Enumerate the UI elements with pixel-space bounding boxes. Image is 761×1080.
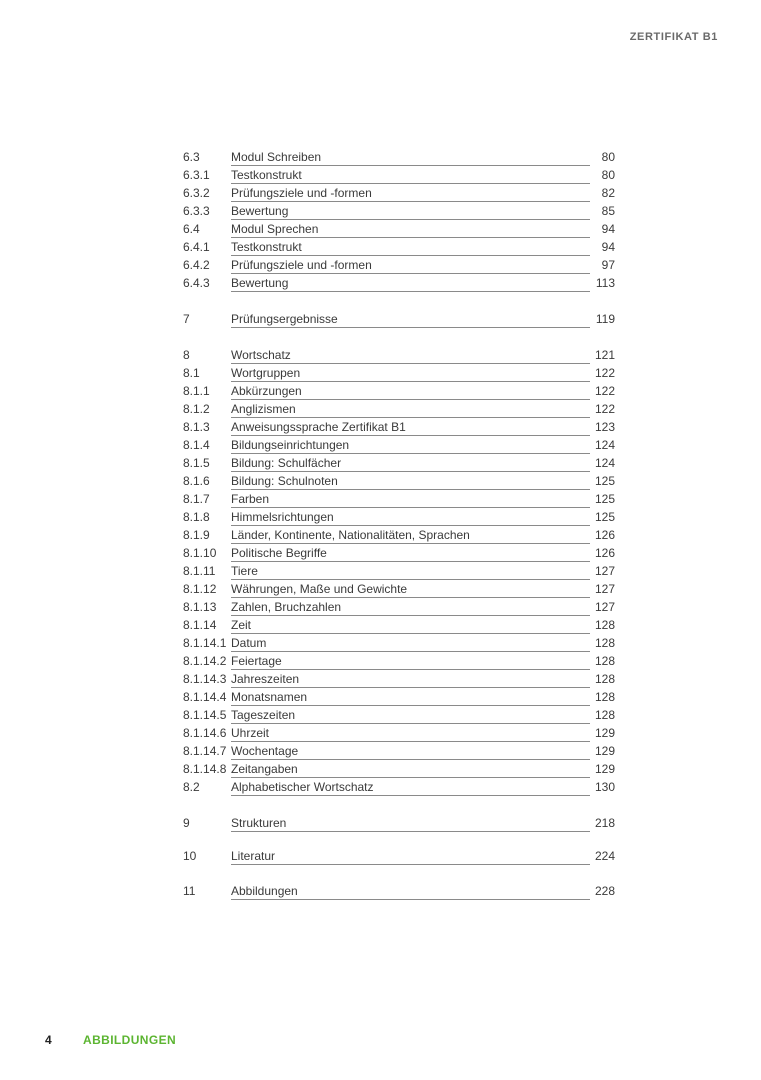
toc-entry-page: 80: [601, 150, 615, 164]
toc-entry-number: 6.4.2: [183, 258, 210, 272]
toc-entry-page: 126: [594, 528, 615, 542]
toc-entry-page: 228: [594, 884, 615, 898]
toc-entry-page: 125: [594, 492, 615, 506]
toc-entry-page: 94: [601, 240, 615, 254]
toc-entry-number: 8.1.13: [183, 600, 217, 614]
toc-entry-number: 6.3.3: [183, 204, 210, 218]
toc-entry-page: 94: [601, 222, 615, 236]
toc-entry[interactable]: [0, 418, 761, 436]
toc-entry-page: 122: [594, 384, 615, 398]
toc-entry-title[interactable]: Wortgruppen: [231, 364, 590, 382]
toc-entry-number: 6.4: [183, 222, 200, 236]
toc-entry[interactable]: [0, 760, 761, 778]
toc-entry-number: 8.1.14.6: [183, 726, 227, 740]
toc-entry-page: 128: [594, 690, 615, 704]
toc-entry-number: 8.1.7: [183, 492, 210, 506]
toc-entry[interactable]: [0, 274, 761, 292]
toc-entry[interactable]: [0, 202, 761, 220]
toc-entry-number: 8.1.14.7: [183, 744, 227, 758]
toc-entry-title[interactable]: Jahreszeiten: [231, 670, 590, 688]
toc-entry-number: 8.1.14.8: [183, 762, 227, 776]
toc-entry-page: 129: [594, 744, 615, 758]
toc-entry-number: 8.1.6: [183, 474, 210, 488]
toc-entry-number: 8.1.11: [183, 564, 216, 578]
toc-entry-number: 7: [183, 312, 190, 326]
toc-entry-number: 8.1.14.5: [183, 708, 227, 722]
toc-entry[interactable]: [0, 847, 761, 865]
toc-entry[interactable]: [0, 238, 761, 256]
toc-entry-title[interactable]: Strukturen: [231, 814, 590, 832]
toc-entry-number: 8.1.9: [183, 528, 210, 542]
footer-section-label: ABBILDUNGEN: [83, 1033, 177, 1047]
toc-entry-number: 8.1.14.2: [183, 654, 227, 668]
toc-entry[interactable]: [0, 616, 761, 634]
toc-entry-page: 128: [594, 708, 615, 722]
toc-entry-page: 128: [594, 618, 615, 632]
toc-entry-page: 124: [594, 456, 615, 470]
toc-entry-number: 9: [183, 816, 190, 830]
toc-entry-number: 8.1.14.3: [183, 672, 227, 686]
toc-entry[interactable]: [0, 634, 761, 652]
toc-entry-title[interactable]: Anglizismen: [231, 400, 590, 418]
toc-entry-page: 224: [594, 849, 615, 863]
toc-entry-number: 6.4.1: [183, 240, 210, 254]
toc-entry-number: 6.3.2: [183, 186, 210, 200]
toc-entry-number: 8: [183, 348, 190, 362]
toc-entry-page: 129: [594, 762, 615, 776]
toc-entry[interactable]: [0, 526, 761, 544]
toc-entry[interactable]: [0, 670, 761, 688]
toc-entry-title[interactable]: Wortschatz: [231, 346, 590, 364]
toc-entry-title[interactable]: Modul Schreiben: [231, 148, 590, 166]
toc-entry[interactable]: [0, 184, 761, 202]
toc-entry-title[interactable]: Prüfungsergebnisse: [231, 310, 590, 328]
toc-entry-number: 6.3.1: [183, 168, 210, 182]
toc-entry-title[interactable]: Datum: [231, 634, 590, 652]
toc-entry-title[interactable]: Testkonstrukt: [231, 238, 590, 256]
toc-entry-title[interactable]: Modul Sprechen: [231, 220, 590, 238]
toc-entry[interactable]: [0, 562, 761, 580]
toc-entry[interactable]: [0, 778, 761, 796]
toc-entry-title[interactable]: Bildungseinrichtungen: [231, 436, 590, 454]
toc-entry-number: 8.1.12: [183, 582, 217, 596]
toc-entry-page: 122: [594, 366, 615, 380]
toc-entry-number: 8.1.14: [183, 618, 217, 632]
toc-entry[interactable]: [0, 688, 761, 706]
toc-entry-number: 8.1.10: [183, 546, 217, 560]
toc-entry[interactable]: [0, 382, 761, 400]
toc-entry[interactable]: [0, 580, 761, 598]
toc-entry-title[interactable]: Uhrzeit: [231, 724, 590, 742]
toc-entry-page: 82: [601, 186, 615, 200]
toc-entry-title[interactable]: Länder, Kontinente, Nationalitäten, Sprachen: [231, 526, 590, 544]
toc-entry[interactable]: [0, 490, 761, 508]
toc-entry-title[interactable]: Bildung: Schulfächer: [231, 454, 590, 472]
toc-entry-title[interactable]: Testkonstrukt: [231, 166, 590, 184]
toc-entry-title[interactable]: Zeit: [231, 616, 590, 634]
toc-entry-number: 6.3: [183, 150, 200, 164]
toc-entry-title[interactable]: Abbildungen: [231, 882, 590, 900]
toc-entry-page: 127: [594, 600, 615, 614]
toc-entry-page: 122: [594, 402, 615, 416]
toc-entry-number: 8.1: [183, 366, 200, 380]
toc-entry-title[interactable]: Abkürzungen: [231, 382, 590, 400]
toc-entry-title[interactable]: Währungen, Maße und Gewichte: [231, 580, 590, 598]
toc-entry-page: 128: [594, 636, 615, 650]
toc-entry[interactable]: [0, 652, 761, 670]
toc-entry-page: 123: [594, 420, 615, 434]
toc-entry-page: 113: [595, 276, 615, 290]
toc-entry-number: 10: [183, 849, 197, 863]
toc-entry-page: 126: [594, 546, 615, 560]
toc-entry[interactable]: [0, 814, 761, 832]
toc-entry-title[interactable]: Alphabetischer Wortschatz: [231, 778, 590, 796]
toc-entry-title[interactable]: Bewertung: [231, 274, 590, 292]
toc-entry[interactable]: [0, 256, 761, 274]
toc-entry-title[interactable]: Bildung: Schulnoten: [231, 472, 590, 490]
toc-entry[interactable]: [0, 166, 761, 184]
toc-entry[interactable]: [0, 472, 761, 490]
toc-entry-page: 128: [594, 672, 615, 686]
toc-entry-title[interactable]: Wochentage: [231, 742, 590, 760]
toc-entry-page: 129: [594, 726, 615, 740]
toc-entry[interactable]: [0, 400, 761, 418]
toc-entry[interactable]: [0, 310, 761, 328]
toc-entry-page: 124: [594, 438, 615, 452]
toc-entry-page: 130: [594, 780, 615, 794]
toc-entry-title[interactable]: Farben: [231, 490, 590, 508]
toc-entry[interactable]: [0, 148, 761, 166]
toc-entry-title[interactable]: Prüfungsziele und -formen: [231, 256, 590, 274]
toc-entry-page: 125: [594, 474, 615, 488]
toc-entry-number: 8.1.2: [183, 402, 210, 416]
toc-entry-title[interactable]: Bewertung: [231, 202, 590, 220]
toc-entry-page: 97: [601, 258, 615, 272]
toc-entry-page: 121: [594, 348, 615, 362]
toc-entry-page: 127: [594, 582, 615, 596]
toc-entry-title[interactable]: Anweisungssprache Zertifikat B1: [231, 418, 590, 436]
toc-entry-number: 8.2: [183, 780, 200, 794]
toc-entry-page: 127: [594, 564, 615, 578]
toc-entry-number: 8.1.1: [183, 384, 210, 398]
toc-entry-number: 11: [183, 884, 196, 898]
toc-entry[interactable]: [0, 882, 761, 900]
toc-entry[interactable]: [0, 346, 761, 364]
toc-entry[interactable]: [0, 454, 761, 472]
toc-entry-title[interactable]: Zahlen, Bruchzahlen: [231, 598, 590, 616]
toc-entry-page: 128: [594, 654, 615, 668]
toc-entry[interactable]: [0, 598, 761, 616]
toc-entry[interactable]: [0, 724, 761, 742]
toc-entry-title[interactable]: Monatsnamen: [231, 688, 590, 706]
toc-entry-number: 8.1.14.4: [183, 690, 227, 704]
toc-entry[interactable]: [0, 364, 761, 382]
toc-entry-number: 8.1.14.1: [183, 636, 227, 650]
toc-entry-page: 119: [595, 312, 615, 326]
toc-entry-title[interactable]: Tageszeiten: [231, 706, 590, 724]
toc-entry-page: 85: [601, 204, 615, 218]
toc-entry-title[interactable]: Feiertage: [231, 652, 590, 670]
toc-entry-title[interactable]: Politische Begriffe: [231, 544, 590, 562]
page-number: 4: [45, 1033, 52, 1047]
toc-entry[interactable]: [0, 544, 761, 562]
toc-entry[interactable]: [0, 220, 761, 238]
toc-entry[interactable]: [0, 508, 761, 526]
toc-entry[interactable]: [0, 436, 761, 454]
toc-entry-number: 8.1.5: [183, 456, 210, 470]
toc-entry-page: 125: [594, 510, 615, 524]
toc-entry-number: 8.1.8: [183, 510, 210, 524]
toc-entry-page: 80: [601, 168, 615, 182]
toc-entry-title[interactable]: Zeitangaben: [231, 760, 590, 778]
toc-entry[interactable]: [0, 742, 761, 760]
toc-entry[interactable]: [0, 706, 761, 724]
toc-entry-number: 8.1.4: [183, 438, 210, 452]
toc-entry-number: 6.4.3: [183, 276, 210, 290]
toc-entry-title[interactable]: Prüfungsziele und -formen: [231, 184, 590, 202]
running-header: ZERTIFIKAT B1: [629, 31, 718, 43]
toc-entry-number: 8.1.3: [183, 420, 210, 434]
toc-entry-title[interactable]: Tiere: [231, 562, 590, 580]
toc-entry-title[interactable]: Himmelsrichtungen: [231, 508, 590, 526]
toc-entry-page: 218: [594, 816, 615, 830]
toc-entry-title[interactable]: Literatur: [231, 847, 590, 865]
